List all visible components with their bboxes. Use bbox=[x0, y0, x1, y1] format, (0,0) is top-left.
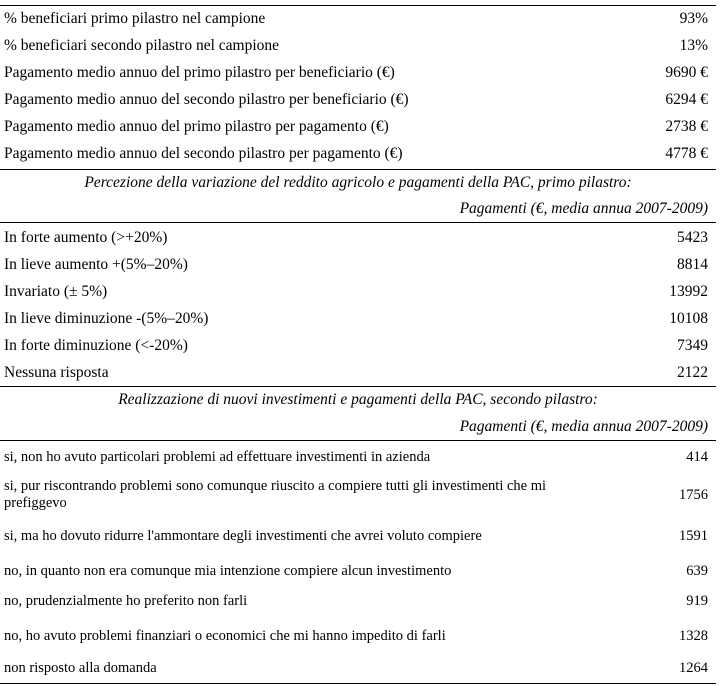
section2-subtitle bbox=[0, 418, 716, 436]
row-label: % beneficiari secondo pilastro nel campione bbox=[4, 37, 280, 54]
section2-row bbox=[0, 446, 716, 468]
row-label: Pagamento medio annuo del primo pilastro per beneficiario (€) bbox=[4, 64, 395, 81]
section2-row bbox=[0, 560, 716, 582]
row-value: 1328 bbox=[679, 628, 708, 644]
section2-title: Realizzazione di nuovi investimenti e pagamenti della PAC, secondo pilastro: bbox=[118, 391, 598, 408]
section2-subtitle-text: Pagamenti (€, media annua 2007-2009) bbox=[459, 418, 708, 435]
section1-subtitle bbox=[0, 200, 716, 218]
row-label: % beneficiari primo pilastro nel campione bbox=[4, 10, 266, 27]
section2-row bbox=[0, 590, 716, 612]
row-label: Pagamento medio annuo del primo pilastro per pagamento (€) bbox=[4, 118, 389, 135]
row-label: no, ho avuto problemi finanziari o economici che mi hanno impedito di farli bbox=[4, 627, 446, 644]
row-value: 1591 bbox=[679, 528, 708, 544]
row-value: 639 bbox=[686, 563, 708, 579]
row-value: 8814 bbox=[677, 256, 708, 273]
row-value: 13992 bbox=[669, 283, 708, 300]
subheader-rule bbox=[0, 222, 716, 223]
row-label: In lieve aumento +(5%–20%) bbox=[4, 256, 188, 273]
row-label: si, ma ho dovuto ridurre l'ammontare degli investimenti che avrei voluto compiere bbox=[4, 527, 482, 544]
summary-row bbox=[0, 10, 716, 28]
row-value: 13% bbox=[679, 37, 708, 54]
row-label: In lieve diminuzione -(5%–20%) bbox=[4, 310, 209, 327]
section2-row bbox=[0, 657, 716, 679]
subheader-rule bbox=[0, 440, 716, 441]
row-label: non risposto alla domanda bbox=[4, 659, 157, 676]
summary-row bbox=[0, 37, 716, 55]
section2-row bbox=[0, 625, 716, 647]
section1-row bbox=[0, 310, 716, 328]
row-value: 2738 € bbox=[665, 118, 708, 135]
summary-row bbox=[0, 145, 716, 163]
section-rule bbox=[0, 169, 716, 170]
summary-row bbox=[0, 64, 716, 82]
summary-row bbox=[0, 118, 716, 136]
section1-row bbox=[0, 229, 716, 247]
section2-row bbox=[0, 525, 716, 547]
section1-row bbox=[0, 337, 716, 355]
summary-row bbox=[0, 91, 716, 109]
row-label: no, in quanto non era comunque mia intenzione compiere alcun investimento bbox=[4, 562, 452, 579]
row-label: In forte aumento (>+20%) bbox=[4, 229, 168, 246]
top-rule bbox=[0, 5, 716, 6]
section-rule bbox=[0, 386, 716, 387]
row-label: si, non ho avuto particolari problemi ad effettuare investimenti in azienda bbox=[4, 448, 431, 465]
bottom-rule bbox=[0, 683, 716, 684]
row-value: 919 bbox=[686, 593, 708, 609]
row-value: 2122 bbox=[677, 364, 708, 381]
row-value: 1264 bbox=[679, 660, 708, 676]
row-value: 5423 bbox=[677, 229, 708, 246]
row-value: 9690 € bbox=[665, 64, 708, 81]
row-label: Invariato (± 5%) bbox=[4, 283, 108, 300]
row-value: 7349 bbox=[677, 337, 708, 354]
row-label: In forte diminuzione (<-20%) bbox=[4, 337, 188, 354]
section1-title: Percezione della variazione del reddito agricolo e pagamenti della PAC, primo pilastro: bbox=[84, 174, 632, 191]
section1-row bbox=[0, 283, 716, 301]
row-label: Nessuna risposta bbox=[4, 364, 109, 381]
section1-subtitle-text: Pagamenti (€, media annua 2007-2009) bbox=[459, 200, 708, 217]
row-label: Pagamento medio annuo del secondo pilastro per pagamento (€) bbox=[4, 145, 403, 162]
row-value: 1756 bbox=[679, 487, 708, 503]
row-label: si, pur riscontrando problemi sono comunque riuscito a compiere tutti gli investimenti che mi prefiggevo bbox=[4, 478, 547, 511]
row-value: 6294 € bbox=[665, 91, 708, 108]
row-value: 414 bbox=[686, 449, 708, 465]
section1-row bbox=[0, 256, 716, 274]
section2-row bbox=[0, 476, 716, 514]
section1-row bbox=[0, 364, 716, 382]
row-value: 93% bbox=[679, 10, 708, 27]
row-value: 10108 bbox=[669, 310, 708, 327]
row-label: Pagamento medio annuo del secondo pilastro per beneficiario (€) bbox=[4, 91, 409, 108]
row-label: no, prudenzialmente ho preferito non farli bbox=[4, 592, 248, 609]
row-value: 4778 € bbox=[665, 145, 708, 162]
